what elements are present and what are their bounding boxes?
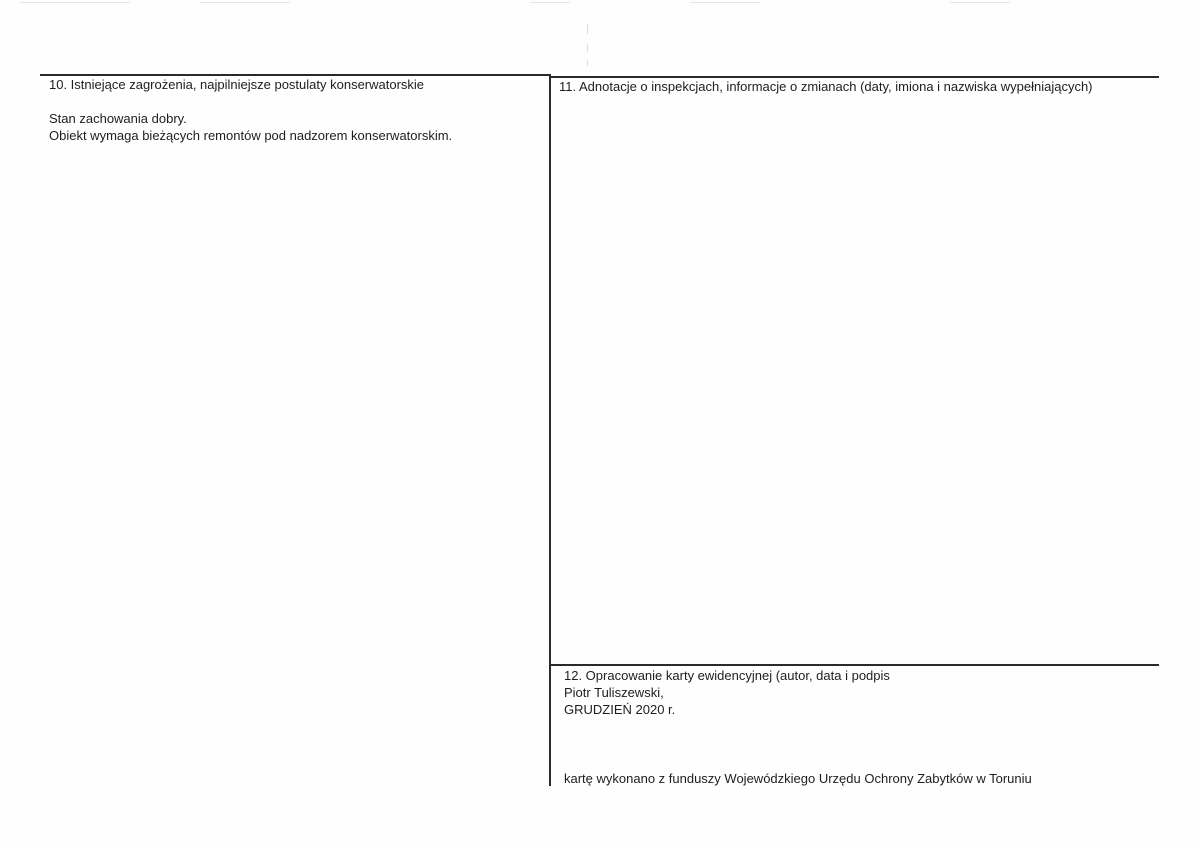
- scan-artifact: [587, 44, 588, 52]
- section-12-author: Piotr Tuliszewski,: [564, 685, 664, 700]
- scan-artifact: [950, 2, 1010, 3]
- section-12-funding-note: kartę wykonano z funduszy Wojewódzkiego Urzędu Ochrony Zabytków w Toruniu: [564, 771, 1032, 786]
- scan-artifact: [530, 2, 570, 3]
- section-12-top-rule: [551, 664, 1159, 666]
- scan-artifact: [690, 2, 760, 3]
- section-10-condition-text: Stan zachowania dobry.: [49, 111, 187, 126]
- section-11-heading: 11. Adnotacje o inspekcjach, informacje o zmianach (daty, imiona i nazwiska wypełniających): [559, 79, 1093, 94]
- section-12-date: GRUDZIEŃ 2020 r.: [564, 702, 676, 717]
- section-11-top-rule: [551, 76, 1159, 78]
- section-10-top-rule: [40, 74, 551, 76]
- section-10-heading: 10. Istniejące zagrożenia, najpilniejsze postulaty konserwatorskie: [49, 77, 425, 92]
- scan-artifact: [587, 24, 588, 34]
- scan-artifact: [20, 2, 130, 3]
- section-10-recommendation-text: Obiekt wymaga bieżących remontów pod nadzorem konserwatorskim.: [49, 128, 453, 143]
- scan-artifact: [200, 2, 290, 3]
- scan-artifact: [587, 60, 588, 66]
- column-divider: [549, 74, 551, 786]
- section-12-heading: 12. Opracowanie karty ewidencyjnej (autor, data i podpis: [564, 668, 890, 683]
